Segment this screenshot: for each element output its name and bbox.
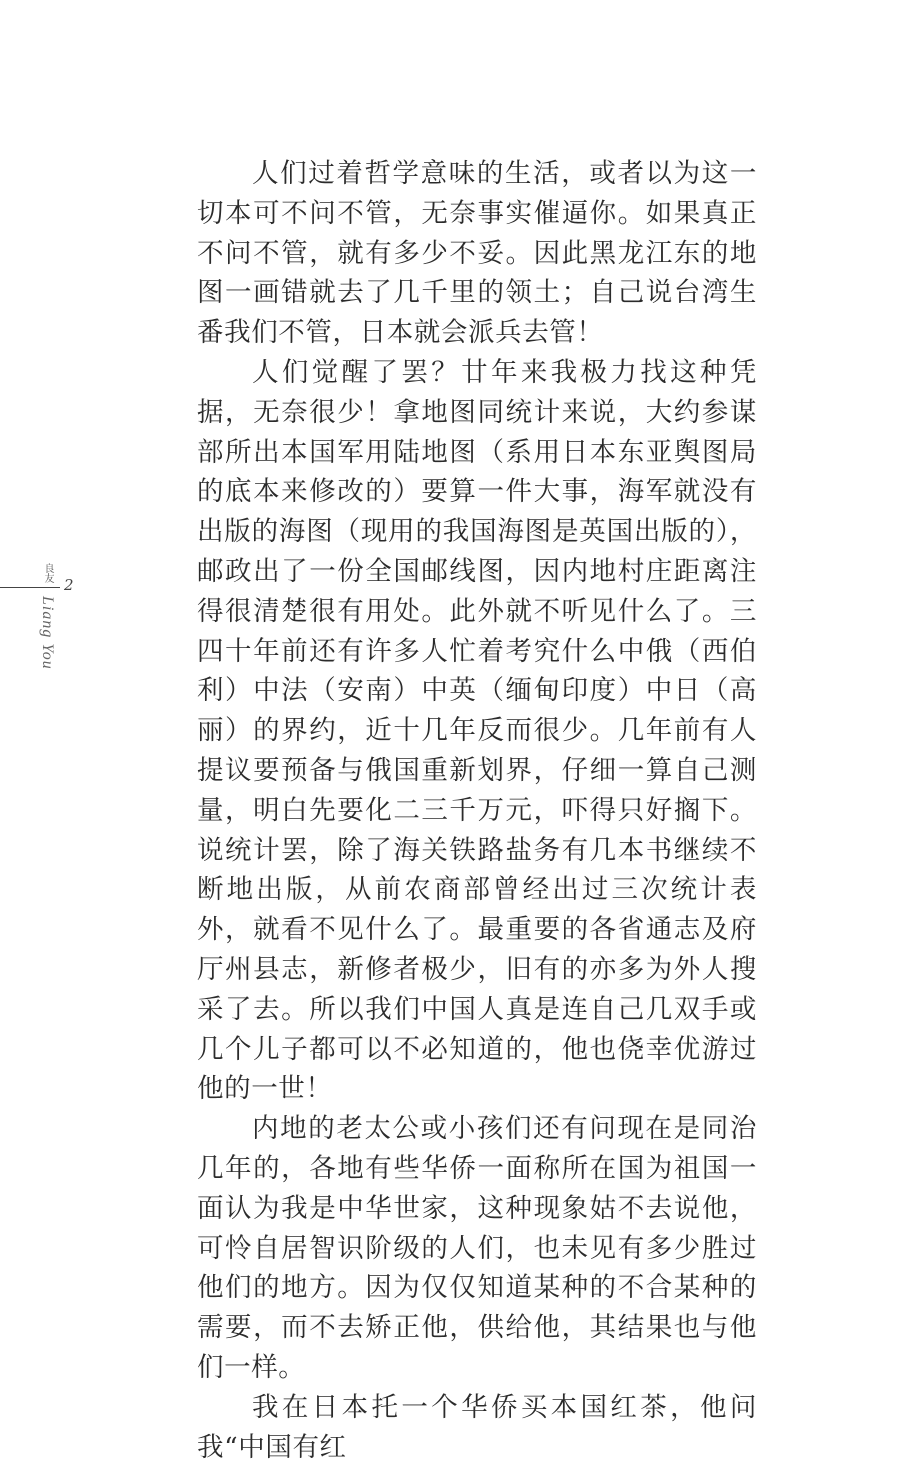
article-body — [197, 154, 757, 1467]
paragraph: 人们过着哲学意味的生活，或者以为这一切本可不问不管，无奈事实催逼你。如果真正不问不管，就有多少不妥。因此黑龙江东的地图一画错就去了几千里的领土；自己说台湾生番我们不管，日本就会派兵去管！ — [197, 158, 757, 349]
page-number: 2 — [64, 576, 74, 594]
margin-rule — [0, 587, 60, 588]
paragraph: 内地的老太公或小孩们还有问现在是同治几年的，各地有些华侨一面称所在国为祖国一面认为我是中华世家，这种现象姑不去说他，可怜自居智识阶级的人们，也未见有多少胜过他们的地方。因为仅仅知道某种的不合某种的需要，而不去矫正他，供给他，其结果也与他们一样。 — [197, 1113, 757, 1383]
magazine-name-en: Liang You — [39, 596, 56, 670]
paragraph: 人们觉醒了罢？廿年来我极力找这种凭据，无奈很少！拿地图同统计来说，大约参谋部所出本国军用陆地图（系用日本东亚舆图局的底本来修改的）要算一件大事，海军就没有出版的海图（现用的我国海图是英国出版的），邮政出了一份全国邮线图，因内地村庄距离注得很清楚很有用处。此外就不听见什么了。三四十年前还有许多人忙着考究什么中俄（西伯利）中法（安南）中英（缅甸印度）中日（高丽）的界约，近十几年反而很少。几年前有人提议要预备与俄国重新划界，仔细一算自己测量，明白先要化二三千万元，吓得只好搁下。说统计罢，除了海关铁路盐务有几本书继续不断地出版，从前农商部曾经出过三次统计表外，就看不见什么了。最重要的各省通志及府厅州县志，新修者极少，旧有的亦多为外人搜采了去。所以我们中国人真是连自己几双手或几个儿子都可以不必知道的，他也侥幸优游过他的一世！ — [197, 356, 757, 1105]
paragraph: 我在日本托一个华侨买本国红茶，他问我“中国有红 — [197, 1391, 757, 1463]
magazine-name-cn: 良友 — [42, 563, 53, 583]
